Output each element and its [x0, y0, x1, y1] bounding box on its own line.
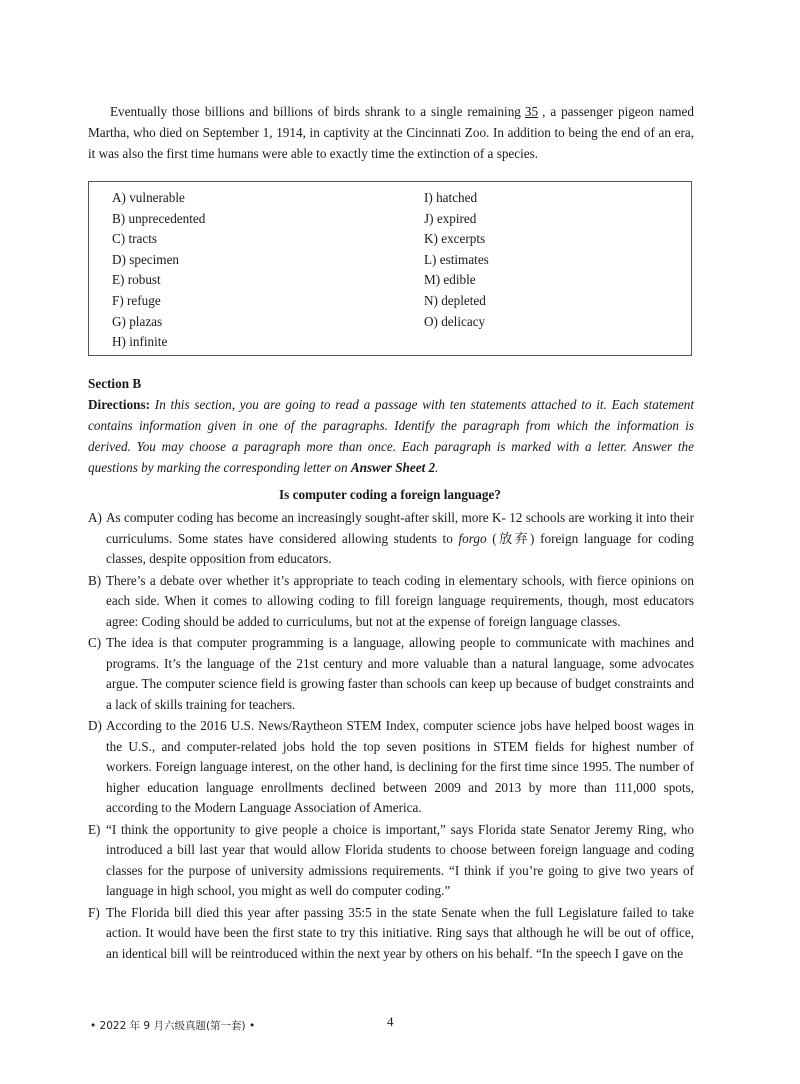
page-number: 4	[387, 1014, 394, 1029]
section-title: Section B	[88, 376, 142, 391]
word-option: A) vulnerable	[112, 190, 185, 205]
paragraph-text: The idea is that computer programming is a language, allowing people to communicate with machines and programs. It’s the language of the 21st century and more valuable than a natural language, some advocates argue. The computer science field is growing faster than schools can keep up because of budget constraints and a lack of skills training for teachers.	[106, 635, 694, 712]
word-bank-right-column	[424, 188, 489, 332]
word-option: G) plazas	[112, 313, 163, 329]
word-option: M) edible	[424, 272, 476, 288]
directions-text: In this section, you are going to read a passage with ten statements attached to it. Each statement contains information given in one of the paragraphs. Identify the paragraph from which the information is derived. You may choose a paragraph more than once. Each paragraph is marked with a letter. Answer the questions by marking the corresponding letter on	[88, 397, 694, 475]
paragraph-b	[88, 571, 694, 633]
word-option: B) unprecedented	[112, 210, 206, 226]
word-option: I) hatched	[424, 190, 478, 205]
paragraph-letter: C)	[88, 635, 102, 650]
word-option: J) expired	[424, 210, 477, 226]
article-body	[88, 508, 694, 965]
word-bank-left-column	[112, 188, 205, 353]
paragraph-letter: E)	[88, 821, 101, 837]
blank-35: 35	[524, 104, 539, 119]
word-bank-box	[88, 181, 692, 356]
footer-exam-label: • 2022 年 9 月六级真题(第一套) •	[90, 1020, 256, 1032]
word-option: F) refuge	[112, 292, 161, 308]
paragraph-text: “I think the opportunity to give people a choice is important,” says Florida state Senator Jeremy Ring, who introduced a bill last year that would allow Florida students to choose between foreign language and coding classes for the purpose of university admissions requirements. “I think if you’re going to give two years of language in high school, you might as well do computer coding.”	[106, 821, 694, 898]
answer-sheet-ref: Answer Sheet 2	[350, 460, 436, 475]
paragraph-a	[88, 508, 694, 570]
paragraph-f	[88, 903, 694, 965]
paragraph-text: The Florida bill died this year after passing 35:5 in the state Senate when the full Legislature failed to take action. It would have been the first state to try this initiative. Ring says that although he will be out of office, an identical bill will be reintroduced within the next year by others on his behalf. “In the speech I gave on the	[106, 904, 694, 961]
paragraph-letter: B)	[88, 572, 102, 588]
word-option: L) estimates	[424, 251, 489, 267]
paragraph-text: According to the 2016 U.S. News/Raytheon STEM Index, computer science jobs have helped boost wages in the U.S., and computer-related jobs hold the top seven positions in STEM fields for highest number of workers. Foreign language interest, on the other hand, is declining for the first time since 1995. The number of higher education language enrollments declined between 2009 and 2013 by more than 111,000 spots, according to the Modern Language Association of America.	[106, 718, 694, 815]
word-option: D) specimen	[112, 251, 180, 267]
word-option: K) excerpts	[424, 231, 486, 247]
directions-label: Directions:	[88, 397, 151, 412]
paragraph-letter: F)	[88, 904, 100, 920]
chinese-gloss: (放弃)	[486, 530, 541, 546]
directions-end: .	[435, 460, 439, 475]
directions	[88, 394, 694, 478]
word-option: E) robust	[112, 272, 161, 288]
emphasized-word: forgo	[458, 530, 487, 546]
paragraph-d	[88, 716, 694, 819]
paragraph-text: As computer coding has become an increasingly sought-after skill, more K- 12 schools are working it into their curriculums. Some states have considered allowing students to	[106, 510, 694, 546]
intro-after: , a passenger pigeon named Martha, who died on September 1, 1914, in captivity at the Cincinnati Zoo. In addition to being the end of an era, it was also the first time humans were able to exactly time the extinction of a species.	[88, 104, 694, 161]
intro-before: Eventually those billions and billions of birds shrank to a single remaining	[110, 104, 521, 119]
paragraph-e	[88, 820, 694, 902]
word-option: C) tracts	[112, 231, 158, 247]
word-option: O) delicacy	[424, 313, 486, 329]
paragraph-text-end: foreign language for coding classes, despite opposition from educators.	[106, 530, 694, 566]
paragraph-letter: A)	[88, 510, 102, 525]
word-option: N) depleted	[424, 292, 486, 308]
article-title: Is computer coding a foreign language?	[279, 487, 501, 502]
paragraph-letter: D)	[88, 718, 102, 733]
paragraph-text: There’s a debate over whether it’s appropriate to teach coding in elementary schools, with fierce opinions on each side. When it comes to allowing coding to fill foreign language requirements, though, most educators agree: Coding should be added to curriculums, but not at the expense of foreign language classes.	[106, 572, 694, 629]
paragraph-c	[88, 633, 694, 715]
word-option: H) infinite	[112, 334, 168, 350]
intro-paragraph	[88, 101, 694, 164]
